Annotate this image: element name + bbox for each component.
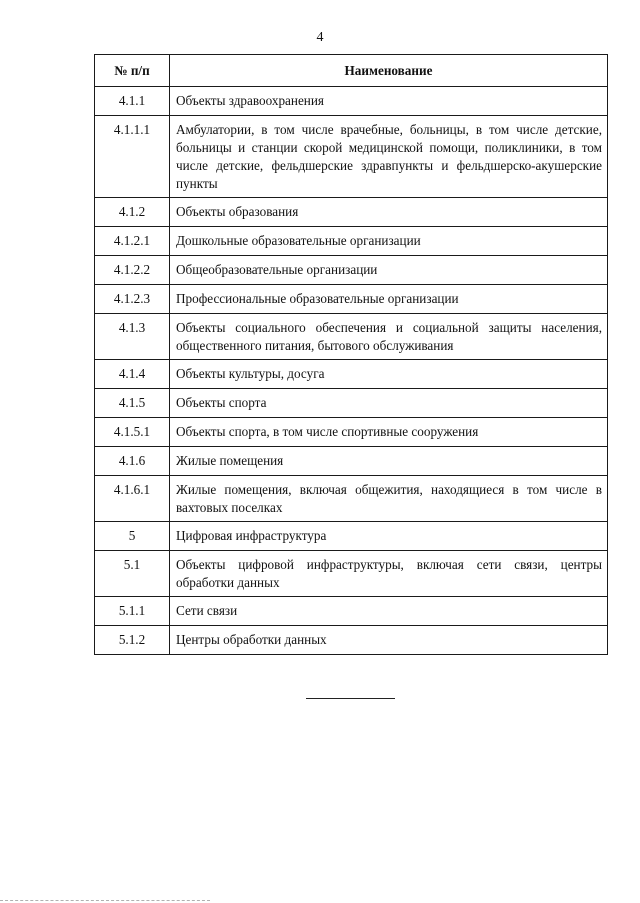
row-number: 4.1.2 — [95, 198, 170, 227]
separator-line — [306, 698, 395, 699]
row-number: 5.1.1 — [95, 597, 170, 626]
row-name: Объекты образования — [170, 198, 608, 227]
table-row — [95, 87, 608, 116]
table-row — [95, 597, 608, 626]
row-number: 4.1.5 — [95, 389, 170, 418]
row-name: Цифровая инфраструктура — [170, 522, 608, 551]
page-number: 4 — [316, 30, 324, 45]
row-name: Объекты культуры, досуга — [170, 360, 608, 389]
row-number: 4.1.1.1 — [95, 116, 170, 198]
row-name: Профессиональные образовательные организации — [170, 285, 608, 314]
table-row — [95, 522, 608, 551]
row-name: Дошкольные образовательные организации — [170, 227, 608, 256]
row-number: 4.1.6 — [95, 447, 170, 476]
row-name: Объекты спорта — [170, 389, 608, 418]
table-row — [95, 447, 608, 476]
row-number: 5.1.2 — [95, 626, 170, 655]
row-name: Объекты здравоохранения — [170, 87, 608, 116]
row-name: Объекты социального обеспечения и социальной защиты населения, общественного питания, бытового обслуживания — [170, 314, 608, 360]
row-name: Общеобразовательные организации — [170, 256, 608, 285]
row-number: 4.1.6.1 — [95, 476, 170, 522]
row-name: Объекты цифровой инфраструктуры, включая сети связи, центры обработки данных — [170, 551, 608, 597]
row-name: Жилые помещения, включая общежития, находящиеся в том числе в вахтовых поселках — [170, 476, 608, 522]
row-name: Амбулатории, в том числе врачебные, больницы, в том числе детские, больницы и станции скорой медицинской помощи, поликлиники, в том числе детские, фельдшерские здравпункты и фельдшерско-акушерские пункты — [170, 116, 608, 198]
table-row — [95, 476, 608, 522]
row-number: 5 — [95, 522, 170, 551]
row-number: 4.1.2.1 — [95, 227, 170, 256]
table-row — [95, 227, 608, 256]
header-name: Наименование — [170, 55, 608, 87]
row-number: 5.1 — [95, 551, 170, 597]
table-row — [95, 314, 608, 360]
scan-edge-line — [0, 900, 210, 901]
table-row — [95, 256, 608, 285]
row-number: 4.1.3 — [95, 314, 170, 360]
row-name: Жилые помещения — [170, 447, 608, 476]
table-row — [95, 360, 608, 389]
row-name: Центры обработки данных — [170, 626, 608, 655]
table-row — [95, 418, 608, 447]
table-row — [95, 389, 608, 418]
objects-table — [94, 54, 608, 655]
row-number: 4.1.5.1 — [95, 418, 170, 447]
row-number: 4.1.2.3 — [95, 285, 170, 314]
row-number: 4.1.2.2 — [95, 256, 170, 285]
table-header-row — [95, 55, 608, 87]
table-row — [95, 285, 608, 314]
table-row — [95, 198, 608, 227]
row-number: 4.1.4 — [95, 360, 170, 389]
table-row — [95, 116, 608, 198]
row-name: Сети связи — [170, 597, 608, 626]
row-number: 4.1.1 — [95, 87, 170, 116]
table-row — [95, 626, 608, 655]
row-name: Объекты спорта, в том числе спортивные сооружения — [170, 418, 608, 447]
table-row — [95, 551, 608, 597]
header-number: № п/п — [95, 55, 170, 87]
